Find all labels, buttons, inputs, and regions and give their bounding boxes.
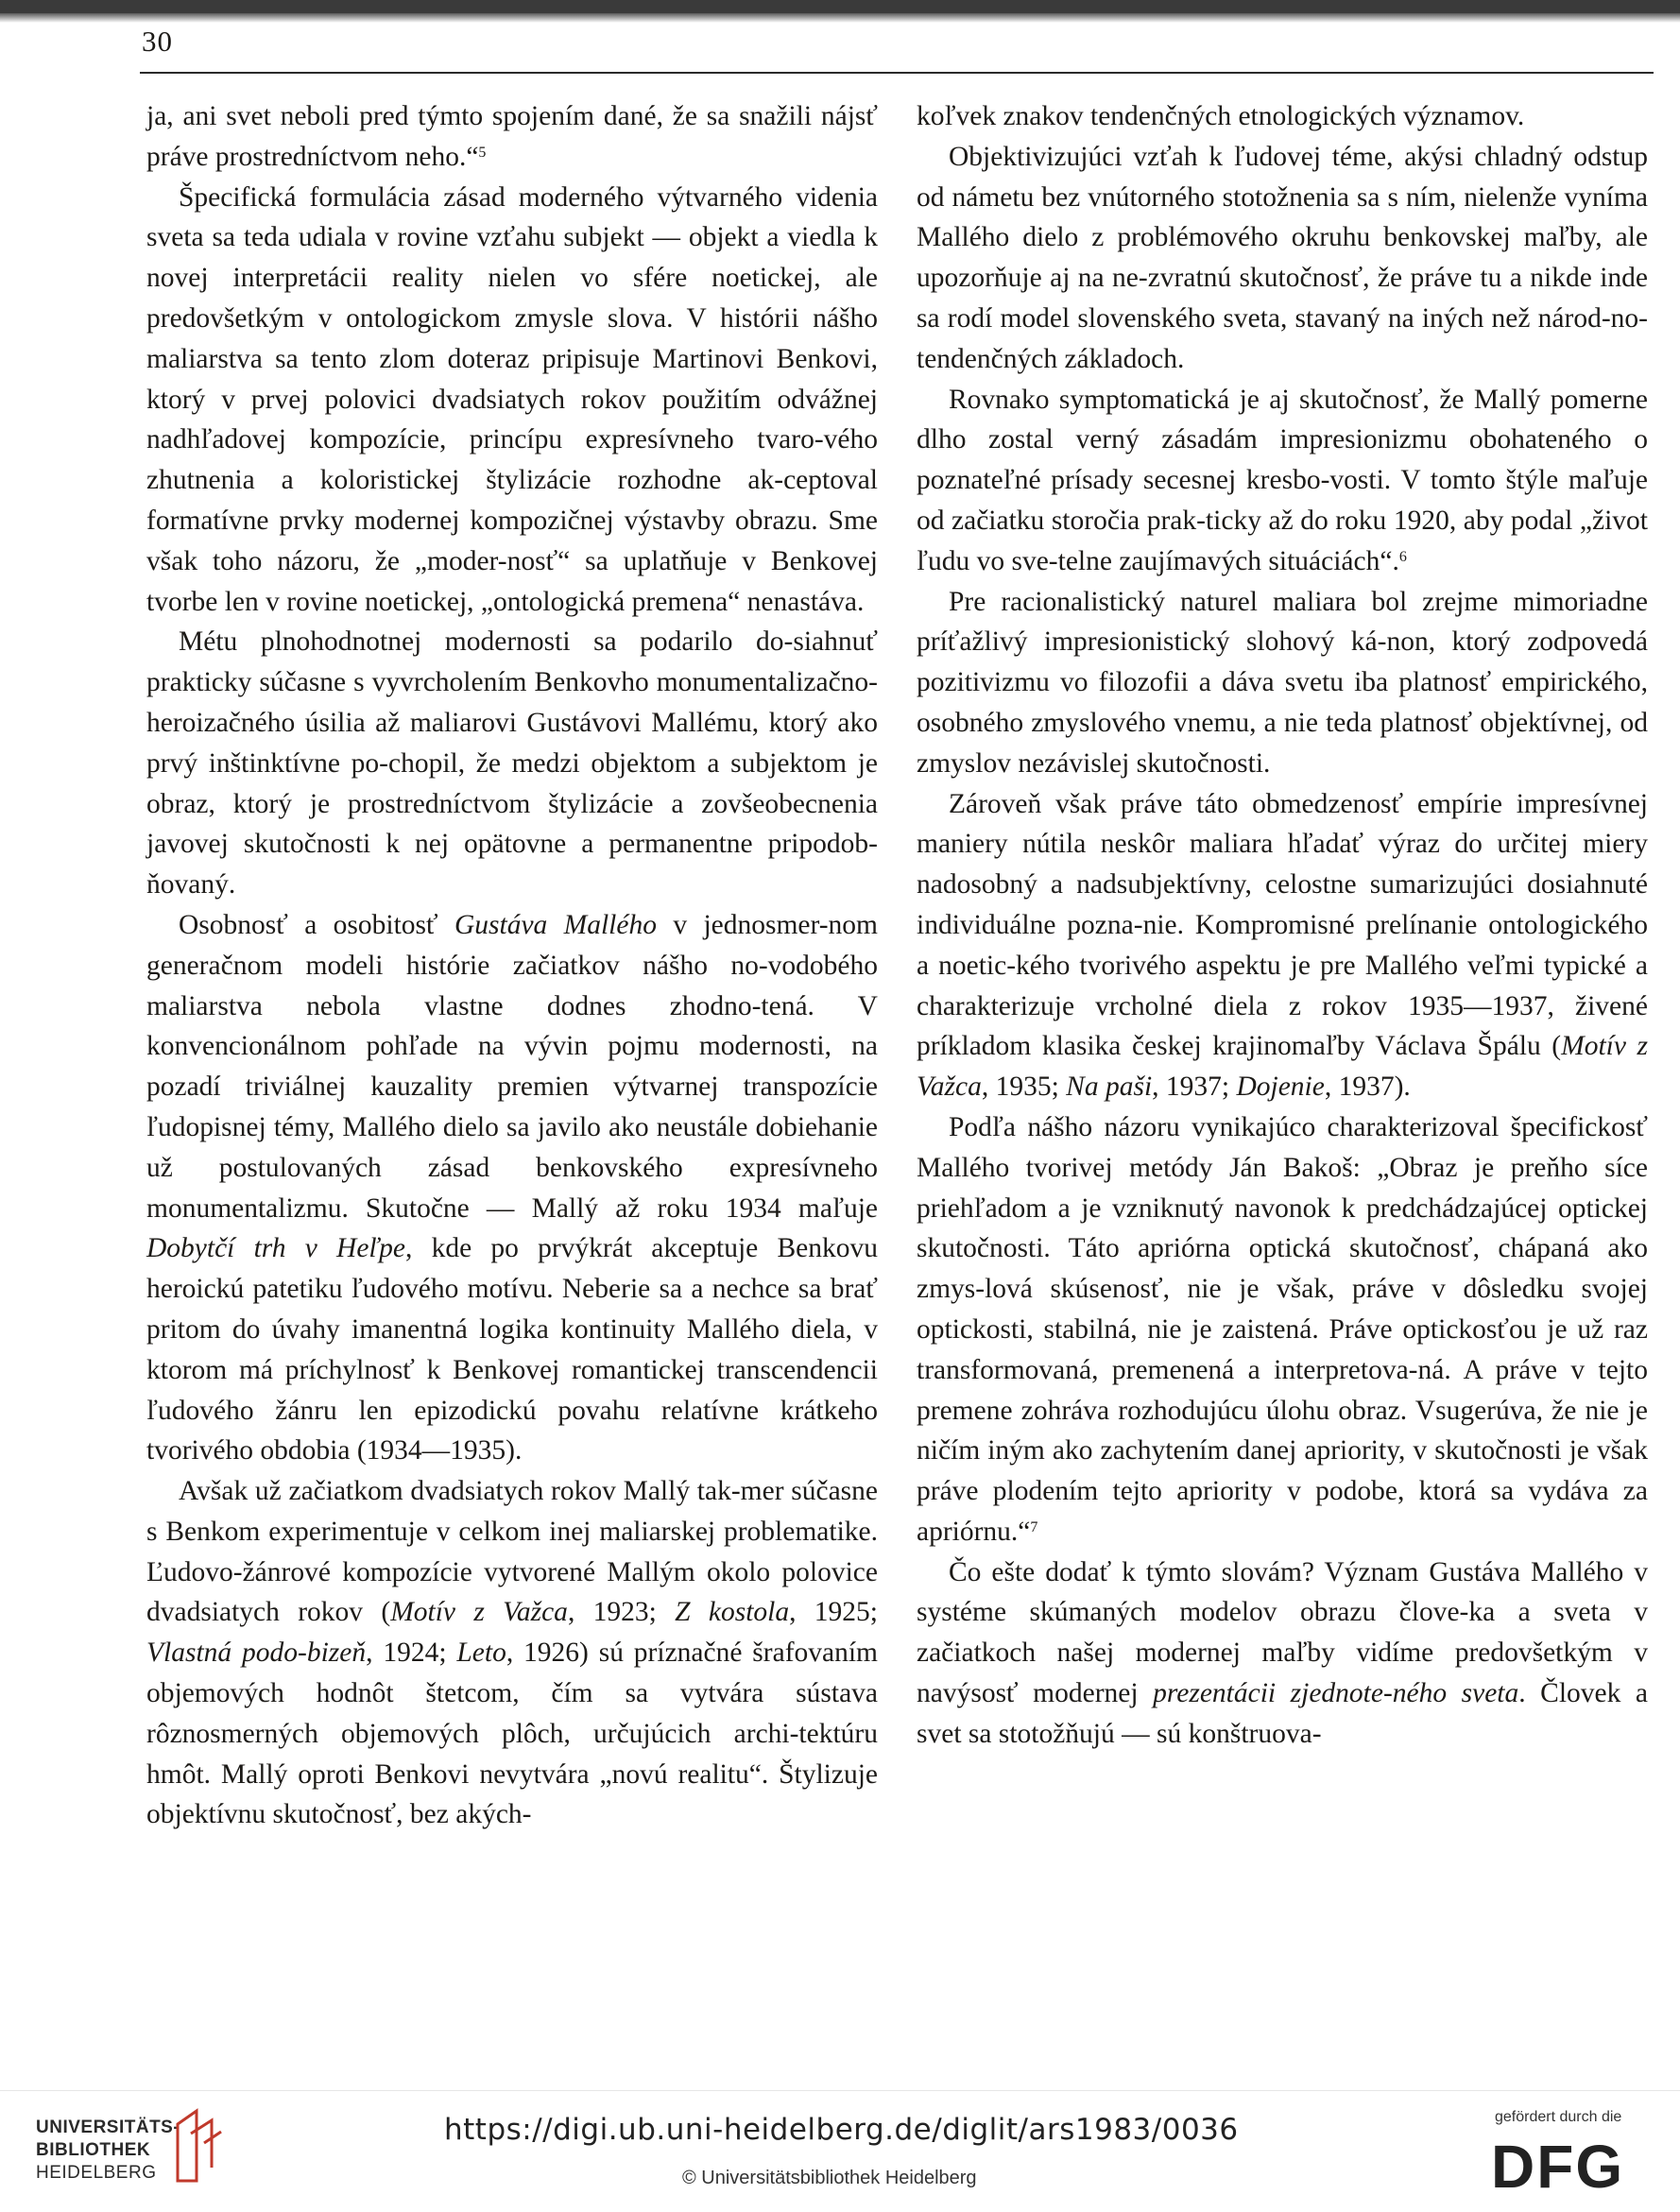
paragraph: Špecifická formulácia zásad moderného výtvarného videnia sveta sa teda udiala v rovine vzťahu subjekt — objekt a viedla k novej interpretácii reality nielen vo sfére noetickej, ale predovšetkým v ontologickom zmysle slova. V histórii nášho maliarstva sa tento zlom doteraz pripisuje Martinovi Benkovi, ktorý v prvej polovici dvadsiatych rokov použitím odvážnej nadhľadovej kompozície, princípu expresívneho tvaro-vého zhutnenia a koloristickej štylizácie rozhodne ak-ceptoval formatívne prvky modernej kompozičnej výstavby obrazu. Sme však toho názoru, že „moder-nosť“ sa uplatňuje v Benkovej tvorbe len v rovine noetickej, „ontologická premena“ nenastáva. <box>146 181 878 617</box>
library-name-line1: UNIVERSITÄTS- <box>36 2118 180 2137</box>
permalink-url[interactable]: https://digi.ub.uni-heidelberg.de/diglit/ars1983/0036 <box>444 2113 1239 2147</box>
paragraph: Métu plnohodnotnej modernosti sa podarilo do-siahnuť prakticky súčasne s vyvrcholením Benkovho monumentalizačno-heroizačného úsilia až maliarovi Gustávovi Mallému, ktorý ako prvý inštinktívne po-chopil, že medzi objektom a subjektom je obraz, ktorý je prostredníctvom štylizácie a zovšeobecnenia javovej skutočnosti k nej opätovne a permanentne pripodob-ňovaný. <box>146 626 878 900</box>
paragraph: Podľa nášho názoru vynikajúco charakterizoval špecifickosť Mallého tvorivej metódy Ján Bakoš: „Obraz je preňho síce priehľadom a je vzniknutý navonok k predchádzajúcej optickej skutočnosti. Táto apriórna optická skutočnosť, chápaná ako zmys-lová skúsenosť, nie je však, práve v dôsledku svojej optickosti, stabilná, nie je zaistená. Práve optickosťou je už raz transformovaná, premenená a interpretova-ná. A práve v tejto premene zohráva rozhodujúcu úlohu obraz. Vsugerúva, že nie je ničím iným ako zachytením danej apriority, v skutočnosti je však práve plodením tejto apriority v podobe, ktorá sa vydáva za apriórnu.“$^7$ <box>917 1111 1648 1547</box>
paragraph: ja, ani svet neboli pred týmto spojením dané, že sa snažili nájsť práve prostredníctvom neho.“$^5$ <box>146 101 878 172</box>
paragraph: Osobnosť a osobitosť Gustáva Mallého v jednosmer-nom generačnom modeli histórie začiatkov nášho no-vodobého maliarstva nebola vlastne dodnes zhodno-tená. V konvencionálnom pohľade na vývin pojmu modernosti, na pozadí triviálnej kauzality premien výtvarnej transpozície ľudopisnej témy, Mallého dielo sa javilo ako neustále dobiehanie už postulovaných zásad benkovského expresívneho monumentalizmu. Skutočne — Mallý až roku 1934 maľuje Dobytčí trh v Heľpe, kde po prvýkrát akceptuje Benkovu heroickú patetiku ľudového motívu. Neberie sa a nechce sa brať pritom do úvahy imanentná logika kontinuity Mallého diela, v ktorom má príchylnosť k Benkovej romantickej transcendencii ľudového žánru len epizodickú povahu relatívne krátkeho tvorivého obdobia (1934—1935). <box>146 909 879 1466</box>
copyright-notice: © Universitätsbibliothek Heidelberg <box>682 2168 977 2188</box>
dfg-caption: gefördert durch die <box>1495 2109 1622 2125</box>
paragraph: Pre racionalistický naturel maliara bol zrejme mimoriadne príťažlivý impresionistický slohový ká-non, ktorý zodpovedá pozitivizmu vo filozofii a dáva svetu iba platnosť empirického, osobného zmyslového vnemu, a nie teda platnosť objektívnej, od zmyslov nezávislej skutočnosti. <box>917 586 1648 779</box>
paragraph: Objektivizujúci vzťah k ľudovej téme, akýsi chladný odstup od námetu bez vnútorného stotožnenia sa s ním, nielenže vyníma Mallého dielo z problémového okruhu benkovskej maľby, ale upozorňuje aj na ne-zvratnú skutočnosť, že práve tu a nikde inde sa rodí model slovenského sveta, stavaný na iných než národ-no-tendenčných základoch. <box>917 141 1648 374</box>
dfg-logo[interactable]: DFG <box>1491 2133 1625 2201</box>
viewer-footer <box>0 2090 1680 2212</box>
left-column <box>146 96 878 1835</box>
page-number: 30 <box>142 25 173 58</box>
scan-top-shadow <box>0 13 1680 23</box>
right-column <box>917 96 1648 1755</box>
paragraph: Rovnako symptomatická je aj skutočnosť, že Mallý pomerne dlho zostal verný zásadám impresionizmu obohateného o poznateľné prísady secesnej kresbo-vosti. V tomto štýle maľuje od začiatku storočia prak-ticky až do roku 1920, aby podal „život ľudu vo sve-telne zaujímavých situáciách“.$^6$ <box>917 384 1648 576</box>
library-logo-text[interactable] <box>36 2117 180 2185</box>
paragraph: Čo ešte dodať k týmto slovám? Význam Gustáva Mallého v systéme skúmaných modelov obrazu člove-ka a sveta v začiatkoch našej modernej maľby vidíme predovšetkým v navýsosť modernej prezentácii zjednote-ného sveta. Človek a svet sa stotožňujú — sú konštruova- <box>917 1556 1649 1749</box>
library-name-line3: HEIDELBERG <box>36 2163 157 2183</box>
header-rule <box>140 72 1654 74</box>
paragraph: Avšak už začiatkom dvadsiatych rokov Mallý tak-mer súčasne s Benkom experimentuje v celkom inej maliarskej problematike. Ľudovo-žánrové kompozície vytvorené Mallým okolo polovice dvadsiatych rokov (Motív z Važca, 1923; Z kostola, 1925; Vlastná podo-bizeň, 1924; Leto, 1926) sú príznačné šrafovaním objemových hodnôt štetcom, čím sa vytvára sústava rôznosmerných objemových plôch, určujúcich archi-tektúru hmôt. Mallý oproti Benkovi nevytvára „novú realitu“. Štylizuje objektívnu skutočnosť, bez akých- <box>146 1476 879 1830</box>
library-name-line2: BIBLIOTHEK <box>36 2140 151 2160</box>
paragraph: koľvek znakov tendenčných etnologických významov. <box>917 101 1525 131</box>
paragraph: Zároveň však práve táto obmedzenosť empírie impresívnej maniery nútila neskôr maliara hľadať výraz do určitej miery nadosobný a nadsubjektívny, celostne sumarizujúci dosiahnuté individuálne pozna-nie. Kompromisné prelínanie ontologického a noetic-kého tvorivého aspektu je pre Mallého veľmi typické a charakterizuje vrcholné diela z rokov 1935—1937, živené príkladom klasika českej krajinomaľby Václava Špálu (Motív z Važca, 1935; Na paši, 1937; Dojenie, 1937). <box>917 788 1648 1103</box>
library-logo-icon <box>170 2105 227 2186</box>
